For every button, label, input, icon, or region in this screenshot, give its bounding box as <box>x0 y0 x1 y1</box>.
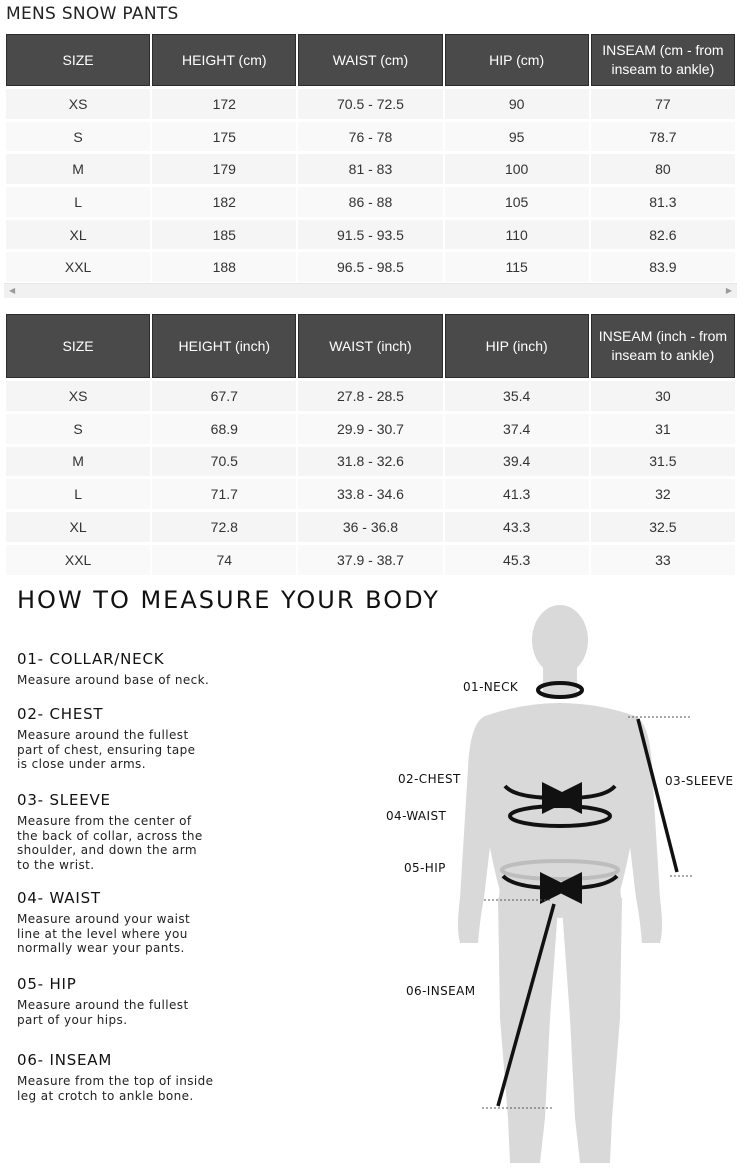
step-desc-line: part of your hips. <box>17 1012 128 1027</box>
table-header-row <box>6 314 735 378</box>
step-collar-neck <box>17 650 257 688</box>
table-cell: 80 <box>591 153 735 184</box>
table-cell: 31.5 <box>591 446 735 477</box>
table-cell: 36 - 36.8 <box>298 511 442 542</box>
column-header: WAIST (cm) <box>298 34 442 86</box>
table-cell: 41.3 <box>445 478 589 509</box>
table-cell: 86 - 88 <box>298 186 442 217</box>
table-cell: 100 <box>445 153 589 184</box>
step-inseam <box>17 1051 257 1103</box>
table-cell: 68.9 <box>152 413 296 444</box>
step-desc-line: Measure around base of neck. <box>17 673 210 687</box>
table-header-row <box>6 34 735 86</box>
step-desc-line: line at the level where you <box>17 926 188 941</box>
table-cell: 32.5 <box>591 511 735 542</box>
table-cell: XXL <box>6 251 150 282</box>
column-header: SIZE <box>6 34 150 86</box>
table-row <box>6 186 735 217</box>
triangle-left-icon[interactable]: ◀ <box>9 286 16 295</box>
table-cell: 31 <box>591 413 735 444</box>
table-cell: 29.9 - 30.7 <box>298 413 442 444</box>
table-cell: S <box>6 121 150 152</box>
table-cell: 35.4 <box>445 380 589 411</box>
guide-title: HOW TO MEASURE YOUR BODY <box>17 586 440 614</box>
page-title: MENS SNOW PANTS <box>6 4 179 24</box>
horizontal-scrollbar[interactable] <box>4 283 737 298</box>
table-cell: 175 <box>152 121 296 152</box>
step-desc-line: Measure from the top of inside <box>17 1074 214 1088</box>
column-header: HEIGHT (inch) <box>152 314 296 378</box>
table-cell: 33 <box>591 544 735 575</box>
step-hip <box>17 975 257 1027</box>
step-description <box>17 1074 257 1103</box>
step-title: 05- HIP <box>17 975 77 993</box>
step-sleeve <box>17 791 257 872</box>
table-cell: XS <box>6 380 150 411</box>
table-cell: 77 <box>591 88 735 119</box>
table-cell: 70.5 - 72.5 <box>298 88 442 119</box>
step-title: 03- SLEEVE <box>17 791 111 809</box>
body-illustration <box>380 598 750 1176</box>
step-waist <box>17 889 257 956</box>
step-description <box>17 912 257 956</box>
table-cell: M <box>6 153 150 184</box>
table-cell: 81 - 83 <box>298 153 442 184</box>
table-cell: 37.9 - 38.7 <box>298 544 442 575</box>
step-description <box>17 673 257 688</box>
table-row <box>6 219 735 250</box>
table-cell: 115 <box>445 251 589 282</box>
label-chest: 02-CHEST <box>398 772 461 786</box>
table-row <box>6 251 735 282</box>
table-row <box>6 544 735 575</box>
table-cell: 33.8 - 34.6 <box>298 478 442 509</box>
label-sleeve: 03-SLEEVE <box>665 774 734 788</box>
body-measurement-figure <box>380 598 750 1176</box>
table-cell: XL <box>6 511 150 542</box>
table-cell: 70.5 <box>152 446 296 477</box>
table-cell: XS <box>6 88 150 119</box>
step-desc-line: normally wear your pants. <box>17 941 185 955</box>
label-waist: 04-WAIST <box>386 809 447 823</box>
table-row <box>6 88 735 119</box>
step-desc-line: Measure around the fullest <box>17 728 189 742</box>
table-cell: 37.4 <box>445 413 589 444</box>
step-desc-line: Measure around your waist <box>17 912 191 926</box>
table-cell: 31.8 - 32.6 <box>298 446 442 477</box>
table-cell: 90 <box>445 88 589 119</box>
step-title: 06- INSEAM <box>17 1051 113 1069</box>
table-row <box>6 413 735 444</box>
table-cell: 91.5 - 93.5 <box>298 219 442 250</box>
table-cell: XXL <box>6 544 150 575</box>
table-cell: L <box>6 478 150 509</box>
step-desc-line: to the wrist. <box>17 857 95 872</box>
step-description <box>17 814 257 872</box>
column-header: SIZE <box>6 314 150 378</box>
step-desc-line: the back of collar, across the <box>17 828 203 843</box>
step-desc-line: Measure around the fullest <box>17 998 189 1012</box>
label-hip: 05-HIP <box>404 861 446 875</box>
table-cell: 110 <box>445 219 589 250</box>
table-cell: 182 <box>152 186 296 217</box>
column-header: INSEAM (inch - from inseam to ankle) <box>591 314 735 378</box>
table-cell: 71.7 <box>152 478 296 509</box>
table-cell: 179 <box>152 153 296 184</box>
table-cell: 95 <box>445 121 589 152</box>
table-cell: M <box>6 446 150 477</box>
step-desc-line: Measure from the center of <box>17 814 192 828</box>
step-desc-line: part of chest, ensuring tape <box>17 742 196 757</box>
table-cell: 30 <box>591 380 735 411</box>
table-row <box>6 511 735 542</box>
step-title: 04- WAIST <box>17 889 101 907</box>
column-header: HIP (cm) <box>445 34 589 86</box>
table-cell: 39.4 <box>445 446 589 477</box>
table-cell: 172 <box>152 88 296 119</box>
table-row <box>6 153 735 184</box>
table-cell: L <box>6 186 150 217</box>
step-title: 02- CHEST <box>17 705 104 723</box>
table-cell: 78.7 <box>591 121 735 152</box>
table-cell: 67.7 <box>152 380 296 411</box>
column-header: HIP (inch) <box>445 314 589 378</box>
table-cell: 27.8 - 28.5 <box>298 380 442 411</box>
label-neck: 01-NECK <box>463 680 519 694</box>
table-row <box>6 446 735 477</box>
table-cell: XL <box>6 219 150 250</box>
table-cell: S <box>6 413 150 444</box>
table-cell: 45.3 <box>445 544 589 575</box>
size-table-inch <box>4 312 737 577</box>
table-cell: 82.6 <box>591 219 735 250</box>
table-cell: 188 <box>152 251 296 282</box>
table-cell: 83.9 <box>591 251 735 282</box>
size-table-cm <box>4 32 737 284</box>
step-description <box>17 998 257 1027</box>
table-row <box>6 121 735 152</box>
table-cell: 81.3 <box>591 186 735 217</box>
step-title: 01- COLLAR/NECK <box>17 650 165 668</box>
step-chest <box>17 705 257 772</box>
table-cell: 105 <box>445 186 589 217</box>
triangle-right-icon[interactable]: ▶ <box>725 286 732 295</box>
step-description <box>17 728 257 772</box>
label-inseam: 06-INSEAM <box>406 984 476 998</box>
table-cell: 32 <box>591 478 735 509</box>
table-row <box>6 380 735 411</box>
table-cell: 185 <box>152 219 296 250</box>
column-header: HEIGHT (cm) <box>152 34 296 86</box>
table-cell: 74 <box>152 544 296 575</box>
table-cell: 96.5 - 98.5 <box>298 251 442 282</box>
step-desc-line: is close under arms. <box>17 757 146 771</box>
table-cell: 76 - 78 <box>298 121 442 152</box>
column-header: INSEAM (cm - from inseam to ankle) <box>591 34 735 86</box>
table-cell: 43.3 <box>445 511 589 542</box>
table-row <box>6 478 735 509</box>
column-header: WAIST (inch) <box>298 314 442 378</box>
table-cell: 72.8 <box>152 511 296 542</box>
step-desc-line: leg at crotch to ankle bone. <box>17 1088 194 1103</box>
step-desc-line: shoulder, and down the arm <box>17 843 197 857</box>
